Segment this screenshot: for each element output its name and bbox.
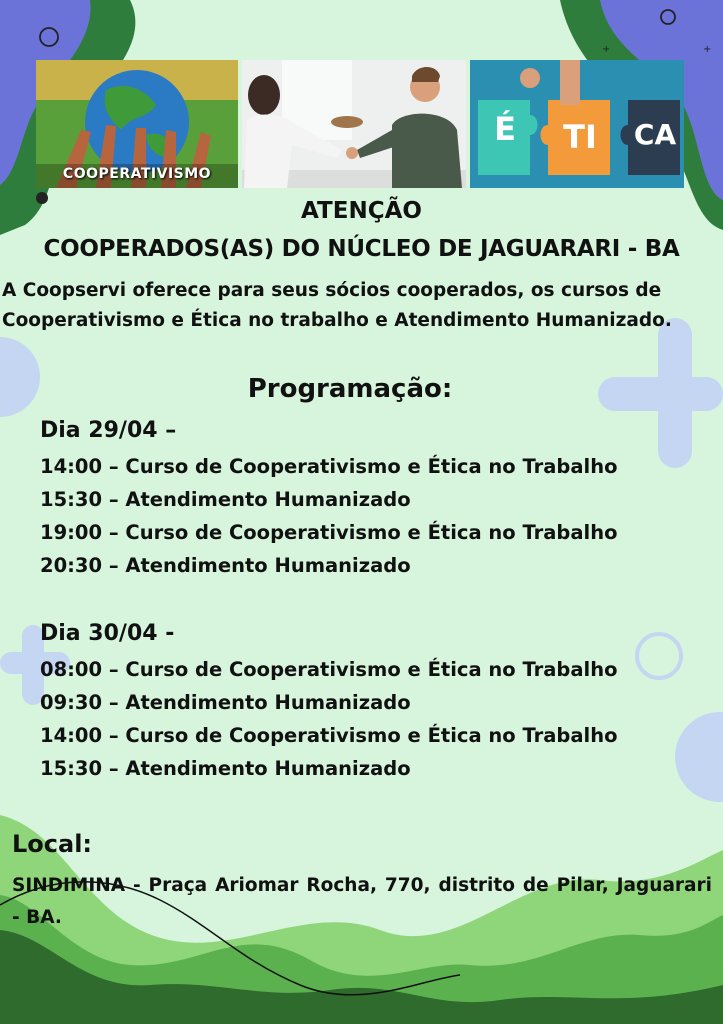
handshake-picture: [242, 60, 466, 188]
schedule-item: 08:00 – Curso de Cooperativismo e Ética no Trabalho: [40, 658, 618, 681]
schedule-item: 15:30 – Atendimento Humanizado: [40, 757, 411, 780]
day-label: Dia 30/04 -: [40, 621, 175, 646]
schedule-item: 20:30 – Atendimento Humanizado: [40, 554, 411, 577]
audience-heading: COOPERADOS(AS) DO NÚCLEO DE JAGUARARI - BA: [43, 236, 680, 262]
local-heading: Local:: [12, 830, 93, 858]
local-address: SINDIMINA - Praça Ariomar Rocha, 770, distrito de Pilar, Jaguarari - BA.: [12, 875, 712, 928]
programacao-title: Programação:: [247, 374, 453, 404]
attention-heading: ATENÇÃO: [301, 198, 422, 224]
cooperativismo-caption: COOPERATIVISMO: [62, 166, 212, 182]
ring-right: [637, 634, 681, 678]
svg-text:+: +: [602, 44, 611, 55]
etica-puzzle-image: [470, 60, 684, 188]
schedule-item: 15:30 – Atendimento Humanizado: [40, 488, 411, 511]
cooperativismo-image: [36, 60, 238, 188]
intro-paragraph: A Coopservi oferece para seus sócios cooperados, os cursos de Cooperativismo e Ética no trabalho e Atendimento Humanizado.: [2, 280, 672, 331]
puzzle-letter-ti: TI: [563, 118, 597, 156]
day-label: Dia 29/04 –: [40, 418, 177, 443]
half-circle-right: [675, 712, 723, 802]
svg-text:+: +: [703, 44, 712, 55]
schedule-item: 19:00 – Curso de Cooperativismo e Ética no Trabalho: [40, 521, 618, 544]
schedule-item: 14:00 – Curso de Cooperativismo e Ética no Trabalho: [40, 455, 618, 478]
schedule-item: 09:30 – Atendimento Humanizado: [40, 691, 411, 714]
schedule-item: 14:00 – Curso de Cooperativismo e Ética no Trabalho: [40, 724, 618, 747]
handshake-image: [242, 60, 466, 188]
puzzle-letter-e: É: [494, 110, 516, 148]
puzzle-letter-ca: CA: [633, 118, 677, 151]
